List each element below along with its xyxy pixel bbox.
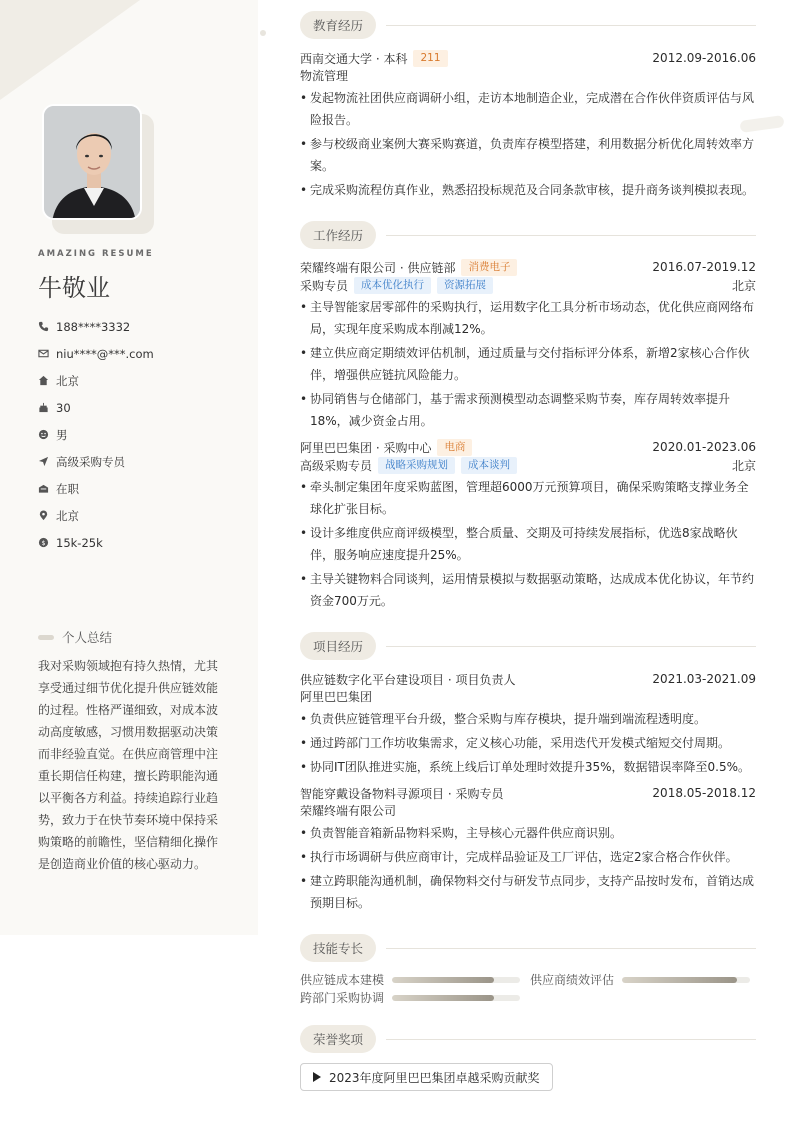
section-projects-heading bbox=[300, 632, 756, 660]
info-gender-text: 男 bbox=[56, 427, 68, 442]
summary-heading bbox=[38, 628, 112, 646]
skill-level-fill bbox=[392, 995, 494, 1001]
education-entry bbox=[300, 49, 756, 201]
company-name: 阿里巴巴集团 · 采购中心 bbox=[300, 440, 432, 455]
section-skills-heading bbox=[300, 934, 756, 962]
home-icon bbox=[38, 375, 56, 386]
section-title: 教育经历 bbox=[300, 11, 376, 39]
skill-name: 跨部门采购协调 bbox=[300, 991, 385, 1005]
work-entry-2 bbox=[300, 438, 756, 612]
section-divider bbox=[386, 25, 756, 26]
send-icon bbox=[38, 456, 56, 467]
skill-level-bar bbox=[622, 977, 750, 983]
project-org: 荣耀终端有限公司 bbox=[300, 804, 397, 818]
project-entry-2 bbox=[300, 784, 756, 914]
info-age-text: 30 bbox=[56, 400, 71, 415]
mail-icon bbox=[38, 348, 56, 359]
section-title: 荣誉奖项 bbox=[300, 1025, 376, 1053]
list-item: • 建立供应商定期绩效评估机制，通过质量与交付指标评分体系，新增2家核心合作伙伴，增强供应链抗风险能力。 bbox=[300, 342, 756, 386]
job-role-row bbox=[300, 276, 756, 294]
list-item: • 执行市场调研与供应商审计，完成样品验证及工厂评估，选定2家合格合作伙伴。 bbox=[300, 846, 756, 868]
company-name: 荣耀终端有限公司 · 供应链部 bbox=[300, 260, 456, 275]
info-status bbox=[38, 475, 238, 502]
section-divider bbox=[386, 948, 756, 949]
skill-tag: 成本优化执行 bbox=[354, 277, 431, 294]
list-item: • 协同销售与仓储部门，基于需求预测模型动态调整采购节奏，库存周转效率提升18%，减少资金占用。 bbox=[300, 388, 756, 432]
project-bullets bbox=[300, 708, 756, 778]
section-divider bbox=[386, 1039, 756, 1040]
section-awards-heading bbox=[300, 1025, 756, 1053]
info-gender bbox=[38, 421, 238, 448]
section-education-heading bbox=[300, 11, 756, 39]
job-date: 2020.01-2023.06 bbox=[652, 440, 756, 454]
skill-level-bar bbox=[392, 995, 520, 1001]
award-name: 2023年度阿里巴巴集团卓越采购贡献奖 bbox=[329, 1070, 540, 1085]
list-item: • 协同IT团队推进实施，系统上线后订单处理时效提升35%，数据错误率降至0.5%。 bbox=[300, 756, 756, 778]
job-role-row bbox=[300, 456, 756, 474]
education-major: 物流管理 bbox=[300, 69, 349, 83]
project-name: 供应链数字化平台建设项目 · 项目负责人 bbox=[300, 672, 516, 687]
candidate-name: 牛敬业 bbox=[38, 274, 110, 302]
summary-bar-marker bbox=[38, 635, 54, 640]
list-item: • 设计多维度供应商评级模型，整合质量、交期及可持续发展指标，优选8家战略伙伴，服务响应速度提升25%。 bbox=[300, 522, 756, 566]
salary-icon bbox=[38, 537, 56, 548]
decorative-triangle bbox=[0, 0, 140, 100]
industry-tag: 电商 bbox=[437, 439, 472, 456]
gender-icon bbox=[38, 429, 56, 440]
info-location bbox=[38, 502, 238, 529]
list-item: • 通过跨部门工作坊收集需求，定义核心功能，采用迭代开发模式缩短交付周期。 bbox=[300, 732, 756, 754]
contact-info-list bbox=[38, 313, 238, 556]
info-home-text: 北京 bbox=[56, 373, 79, 388]
info-age bbox=[38, 394, 238, 421]
job-city: 北京 bbox=[731, 278, 756, 293]
project-bullets bbox=[300, 822, 756, 914]
project-date: 2018.05-2018.12 bbox=[652, 786, 756, 800]
skill-item bbox=[300, 989, 520, 1006]
project-header-row bbox=[300, 784, 756, 802]
section-work-heading bbox=[300, 221, 756, 249]
sidebar bbox=[0, 0, 258, 935]
list-item: • 负责智能音箱新品物料采购，主导核心元器件供应商识别。 bbox=[300, 822, 756, 844]
info-home bbox=[38, 367, 238, 394]
job-city: 北京 bbox=[731, 458, 756, 473]
skill-level-bar bbox=[392, 977, 520, 983]
info-email bbox=[38, 340, 238, 367]
skill-item bbox=[300, 971, 520, 988]
project-date: 2021.03-2021.09 bbox=[652, 672, 756, 686]
list-item: • 牵头制定集团年度采购蓝图，管理超6000万元预算项目，确保采购策略支撑业务全球化扩张目标。 bbox=[300, 476, 756, 520]
info-location-text: 北京 bbox=[56, 508, 79, 523]
status-icon bbox=[38, 483, 56, 494]
svg-text:$: $ bbox=[41, 538, 46, 547]
decorative-dot bbox=[260, 30, 266, 36]
list-item: • 完成采购流程仿真作业，熟悉招投标规范及合同条款审核，提升商务谈判模拟表现。 bbox=[300, 179, 756, 201]
education-header-row bbox=[300, 49, 756, 67]
project-entry-1 bbox=[300, 670, 756, 778]
location-icon bbox=[38, 510, 56, 521]
industry-tag: 消费电子 bbox=[461, 259, 517, 276]
project-org: 阿里巴巴集团 bbox=[300, 690, 373, 704]
list-item: • 主导关键物料合同谈判，运用情景模拟与数据驱动策略，达成成本优化协议，年节约资金700万元。 bbox=[300, 568, 756, 612]
job-date: 2016.07-2019.12 bbox=[652, 260, 756, 274]
job-bullets bbox=[300, 296, 756, 432]
skill-tag: 资源拓展 bbox=[437, 277, 493, 294]
job-role: 采购专员 bbox=[300, 278, 349, 293]
school-name: 西南交通大学 · 本科 bbox=[300, 51, 408, 66]
work-entry-1 bbox=[300, 258, 756, 432]
job-role: 高级采购专员 bbox=[300, 458, 373, 473]
skill-level-fill bbox=[392, 977, 494, 983]
list-item: • 建立跨职能沟通机制，确保物料交付与研发节点同步，支持产品按时发布，首销达成预期目标。 bbox=[300, 870, 756, 914]
job-header-row bbox=[300, 438, 756, 456]
section-divider bbox=[386, 646, 756, 647]
award-item bbox=[300, 1063, 553, 1091]
skill-tag: 战略采购规划 bbox=[378, 457, 455, 474]
skill-name: 供应商绩效评估 bbox=[530, 973, 615, 987]
info-salary bbox=[38, 529, 238, 556]
info-email-text: niu****@***.com bbox=[56, 346, 154, 361]
skill-level-fill bbox=[622, 977, 737, 983]
summary-text: 我对采购领域抱有持久热情，尤其享受通过细节优化提升供应链效能的过程。性格严谨细致，对成本波动高度敏感，习惯用数据驱动决策而非经验直觉。在供应商管理中注重长期信任构建，擅长跨职能沟通以平衡各方利益。持续追踪行业趋势，致力于在快节奏环境中保持采购策略的前瞻性，坚信精细化操作是创造商业价值的核心驱动力。 bbox=[38, 659, 219, 871]
job-bullets bbox=[300, 476, 756, 612]
info-phone-text: 188****3332 bbox=[56, 319, 131, 334]
phone-icon bbox=[38, 321, 56, 332]
section-title: 项目经历 bbox=[300, 632, 376, 660]
info-phone bbox=[38, 313, 238, 340]
section-title: 工作经历 bbox=[300, 221, 376, 249]
info-status-text: 在职 bbox=[56, 481, 79, 496]
skill-item bbox=[530, 971, 750, 988]
list-item: • 发起物流社团供应商调研小组，走访本地制造企业，完成潜在合作伙伴资质评估与风险报告。 bbox=[300, 87, 756, 131]
project-header-row bbox=[300, 670, 756, 688]
summary-title: 个人总结 bbox=[62, 630, 113, 645]
cake-icon bbox=[38, 402, 56, 413]
education-bullets bbox=[300, 87, 756, 201]
list-item: • 参与校级商业案例大赛采购赛道，负责库存模型搭建，利用数据分析优化周转效率方案。 bbox=[300, 133, 756, 177]
avatar-photo bbox=[42, 104, 142, 220]
skill-tag: 成本谈判 bbox=[461, 457, 517, 474]
project-name: 智能穿戴设备物料寻源项目 · 采购专员 bbox=[300, 786, 504, 801]
job-header-row bbox=[300, 258, 756, 276]
list-item: • 负责供应链管理平台升级，整合采购与库存模块，提升端到端流程透明度。 bbox=[300, 708, 756, 730]
avatar bbox=[42, 104, 142, 220]
play-icon bbox=[313, 1072, 321, 1082]
section-divider bbox=[386, 235, 756, 236]
info-position bbox=[38, 448, 238, 475]
education-date: 2012.09-2016.06 bbox=[652, 51, 756, 65]
resume-tagline: AMAZING RESUME bbox=[38, 249, 154, 259]
info-salary-text: 15k-25k bbox=[56, 535, 103, 550]
list-item: • 主导智能家居零部件的采购执行，运用数字化工具分析市场动态，优化供应商网络布局，实现年度采购成本削减12%。 bbox=[300, 296, 756, 340]
info-position-text: 高级采购专员 bbox=[56, 454, 125, 469]
section-title: 技能专长 bbox=[300, 934, 376, 962]
skill-name: 供应链成本建模 bbox=[300, 973, 385, 987]
school-tag: 211 bbox=[413, 50, 447, 67]
